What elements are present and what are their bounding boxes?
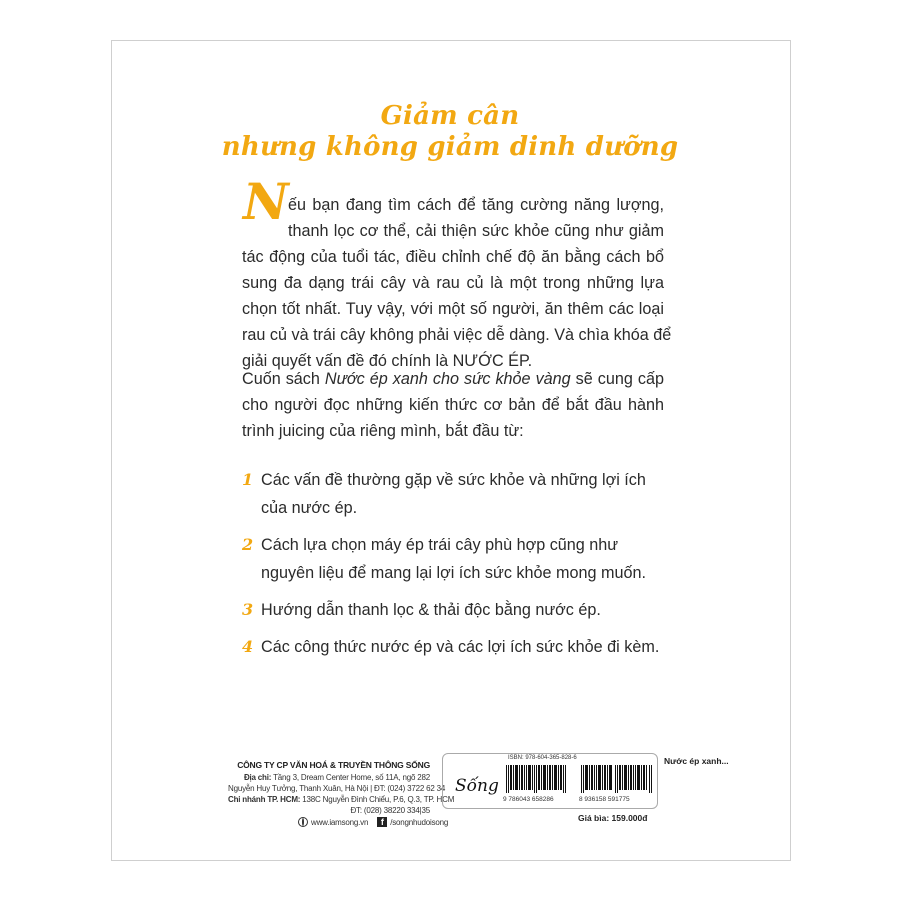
topic-list	[242, 466, 682, 661]
branch-line-2: ĐT: (028) 38220 334|35	[350, 806, 430, 815]
isbn-barcode	[506, 765, 566, 793]
social-links	[298, 817, 448, 827]
book-line-1	[242, 366, 664, 392]
isbn-text: ISBN: 978-604-365-828-6	[508, 755, 577, 761]
list-number: 1	[242, 470, 254, 489]
list-item	[242, 596, 682, 624]
barcode-number-2: 8 936158 591775	[579, 796, 630, 803]
product-barcode	[581, 765, 653, 793]
book-line-1-end: sẽ cung cấp	[570, 370, 665, 388]
barcode-number-1: 9 786043 658286	[503, 796, 554, 803]
intro-paragraph	[242, 192, 672, 374]
globe-icon	[298, 817, 308, 827]
book-title-short: Nước ép xanh...	[664, 756, 729, 766]
publisher-info	[228, 760, 455, 816]
address-label: Địa chỉ:	[243, 773, 272, 782]
facebook-link[interactable]: /songnhudoisong	[390, 817, 449, 827]
back-cover	[111, 40, 791, 861]
price-label: Giá bìa: 159.000đ	[578, 813, 648, 823]
list-item-line: Các công thức nước ép và các lợi ích sức khỏe đi kèm.	[261, 638, 660, 656]
list-item	[242, 466, 682, 522]
book-line-3: trình juicing của riêng mình, bắt đầu từ:	[242, 422, 524, 440]
list-item	[242, 531, 682, 587]
title-line-2: nhưng không giảm dinh dưỡng	[221, 132, 679, 162]
address-line-2: Nguyễn Huy Tưởng, Thanh Xuân, Hà Nội | ĐT: (024) 3722 62 34	[228, 784, 446, 793]
intro-line: sung đa dạng trái cây và rau củ là một trong những lựa	[242, 274, 664, 292]
list-item-line: nguyên liệu để mang lại lợi ích sức khỏe mong muốn.	[261, 564, 646, 582]
intro-line: chọn tốt nhất. Tuy vậy, với một số người, ăn thêm các loại	[242, 300, 664, 318]
book-title-italic: Nước ép xanh cho sức khỏe vàng	[324, 370, 571, 388]
branch-text: 138C Nguyễn Đình Chiểu, P.6, Q.3, TP. HCM	[300, 795, 455, 804]
branch-line	[228, 794, 455, 805]
list-number: 3	[242, 600, 254, 619]
intro-line: rau củ và trái cây không phải việc dễ dàng. Và chìa khóa để	[242, 326, 672, 344]
publisher-logo: Sống	[455, 776, 499, 796]
list-number: 2	[242, 535, 254, 554]
company-name: CÔNG TY CP VĂN HOÁ & TRUYỀN THÔNG SỐNG	[237, 760, 430, 770]
website-link[interactable]: www.iamsong.vn	[311, 817, 369, 827]
list-item	[242, 633, 682, 661]
list-item-line: Hướng dẫn thanh lọc & thải độc bằng nước ép.	[261, 601, 601, 619]
branch-label: Chi nhánh TP. HCM:	[228, 795, 301, 804]
address-line	[228, 772, 430, 783]
list-item-line: Các vấn đề thường gặp về sức khỏe và những lợi ích	[261, 471, 646, 489]
book-line-2: cho người đọc những kiến thức cơ bản để bắt đầu hành	[242, 396, 664, 414]
intro-line: giải quyết vấn đề đó chính là NƯỚC ÉP.	[242, 352, 533, 370]
title-line-1: Giảm cân	[380, 101, 520, 131]
facebook-icon: f	[377, 817, 387, 827]
intro-line: tác động của tuổi tác, điều chỉnh chế độ ăn bằng cách bổ	[242, 248, 664, 266]
intro-line: thanh lọc cơ thể, cải thiện sức khỏe cũng như giảm	[288, 222, 664, 240]
address-text: Tầng 3, Dream Center Home, số 11A, ngõ 282	[271, 773, 430, 782]
book-line-1-start: Cuốn sách	[242, 370, 325, 388]
intro-line: ếu bạn đang tìm cách để tăng cường năng lượng,	[288, 196, 664, 214]
list-item-line: Cách lựa chọn máy ép trái cây phù hợp cũng như	[261, 536, 619, 554]
drop-cap: N	[243, 172, 289, 231]
book-paragraph	[242, 366, 664, 444]
list-number: 4	[242, 637, 254, 656]
list-item-line: của nước ép.	[261, 499, 358, 517]
